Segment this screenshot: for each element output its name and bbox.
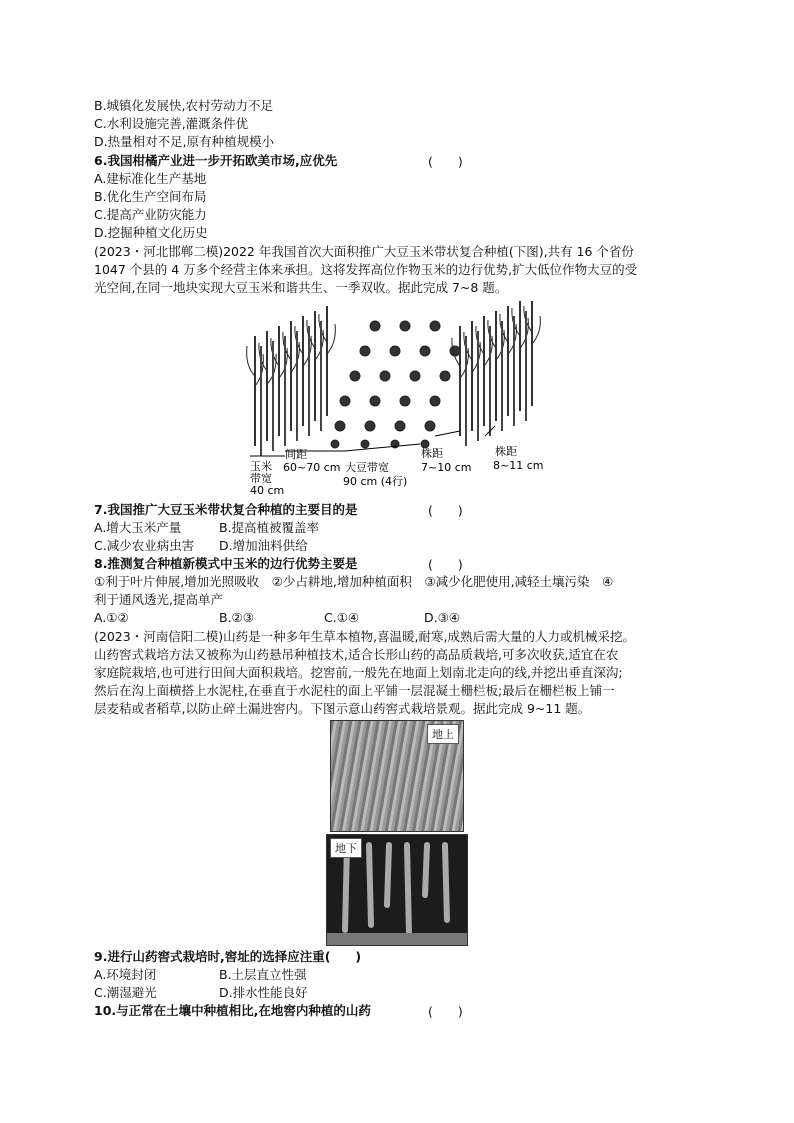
q9-options-row-1 [94, 966, 694, 983]
q7-option-b: B.提高植被覆盖率 [219, 520, 320, 535]
answer-bracket-8: ( ) [428, 557, 463, 572]
passage-1-line-2: 1047 个县的 4 万多个经营主体来承担。这将发挥高位作物玉米的边行优势,扩大低位作物大豆的受 [94, 262, 638, 277]
corn-spacing-label-2: 8~11 cm [493, 459, 544, 472]
corn-plants-right [452, 301, 540, 446]
corn-spacing-label-1: 株距 [495, 445, 517, 458]
yam-below-ground-photo [326, 834, 468, 946]
passage-1-line-3: 光空间,在同一地块实现大豆玉米和谐共生、一季双收。据此完成 7~8 题。 [94, 280, 508, 295]
question-9: 9.进行山药窖式栽培时,窖址的选择应注重( ) [94, 949, 362, 964]
q6-option-b: B.优化生产空间布局 [94, 189, 207, 204]
corn-band-label-3: 40 cm [250, 484, 285, 497]
q8-option-a: A.①② [94, 610, 129, 625]
answer-bracket-6: ( ) [428, 154, 463, 169]
question-10: 10.与正常在土壤中种植相比,在地窖内种植的山药 [94, 1003, 371, 1018]
gap-label-2: 60~70 cm [283, 461, 341, 474]
question-7: 7.我国推广大豆玉米带状复合种植的主要目的是 [94, 502, 358, 517]
q7-option-c: C.减少农业病虫害 [94, 538, 195, 553]
q5-option-c: C.水利设施完善,灌溉条件优 [94, 116, 249, 131]
soy-band-label-2: 90 cm (4行) [343, 475, 408, 488]
corn-band-label-1: 玉米 [250, 460, 272, 473]
soy-band-label-1: 大豆带宽 [345, 461, 389, 474]
q7-option-a: A.增大玉米产量 [94, 520, 182, 535]
q8-option-d: D.③④ [424, 610, 461, 625]
passage-2-line-2: 山药窖式栽培方法又被称为山药悬吊种植技术,适合长形山药的高品质栽培,可多次收获,适宜在农 [94, 647, 619, 662]
q6-option-a: A.建标准化生产基地 [94, 171, 207, 186]
question-8: 8.推测复合种植新模式中玉米的边行优势主要是 [94, 556, 358, 571]
answer-bracket-7: ( ) [428, 503, 463, 518]
q8-option-c: C.①④ [324, 610, 360, 625]
q9-option-b: B.土层直立性强 [219, 967, 307, 982]
q9-option-a: A.环境封闭 [94, 967, 157, 982]
q9-option-c: C.潮湿避光 [94, 985, 157, 1000]
soybean-plants [331, 321, 460, 448]
q6-option-d: D.挖掘种植文化历史 [94, 225, 208, 240]
passage-2-line-5: 层麦秸或者稻草,以防止碎土漏进窖内。下图示意山药窖式栽培景观。据此完成 9~11 题。 [94, 701, 591, 716]
q8-options-row [94, 609, 694, 626]
answer-bracket-10: ( ) [428, 1004, 463, 1019]
passage-1-line-1: (2023・河北邯郸二模)2022 年我国首次大面积推广大豆玉米带状复合种植(下图),共有 16 个省份 [94, 244, 634, 259]
q6-option-c: C.提高产业防灾能力 [94, 207, 207, 222]
q9-options-row-2 [94, 984, 694, 1001]
soy-spacing-label-1: 株距 [421, 447, 443, 460]
corn-band-label-2: 带宽 [250, 472, 272, 485]
below-ground-label: 地下 [330, 838, 362, 858]
q8-option-b: B.②③ [219, 610, 254, 625]
passage-2-line-4: 然后在沟上面横搭上水泥柱,在垂直于水泥柱的面上平铺一层混凝土栅栏板;最后在栅栏板上铺一 [94, 683, 615, 698]
q7-options-row-1 [94, 519, 694, 536]
strip-intercropping-figure [245, 296, 555, 501]
yam-above-ground-photo [330, 720, 464, 832]
q7-options-row-2 [94, 537, 694, 554]
passage-2-line-3: 家庭院栽培,也可进行田间大面积栽培。挖窖前,一般先在地面上划南北走向的线,并挖出垂直深沟; [94, 665, 623, 680]
soy-spacing-label-2: 7~10 cm [421, 461, 472, 474]
q8-statements-line-2: 利于通风透光,提高单产 [94, 592, 223, 607]
q7-option-d: D.增加油料供给 [219, 538, 308, 553]
above-ground-label: 地上 [427, 724, 459, 744]
question-6: 6.我国柑橘产业进一步开拓欧美市场,应优先 [94, 153, 338, 168]
q8-statements-line-1: ①利于叶片伸展,增加光照吸收 ②少占耕地,增加种植面积 ③减少化肥使用,减轻土壤污染 ④ [94, 574, 614, 589]
passage-2-line-1: (2023・河南信阳二模)山药是一种多年生草本植物,喜温暖,耐寒,成熟后需大量的人力或机械采挖。 [94, 629, 635, 644]
q5-option-d: D.热量相对不足,原有种植规模小 [94, 134, 275, 149]
gap-label-1: 间距 [285, 448, 307, 461]
corn-plants-left [247, 306, 336, 456]
q5-option-b: B.城镇化发展快,农村劳动力不足 [94, 98, 274, 113]
q9-option-d: D.排水性能良好 [219, 985, 308, 1000]
